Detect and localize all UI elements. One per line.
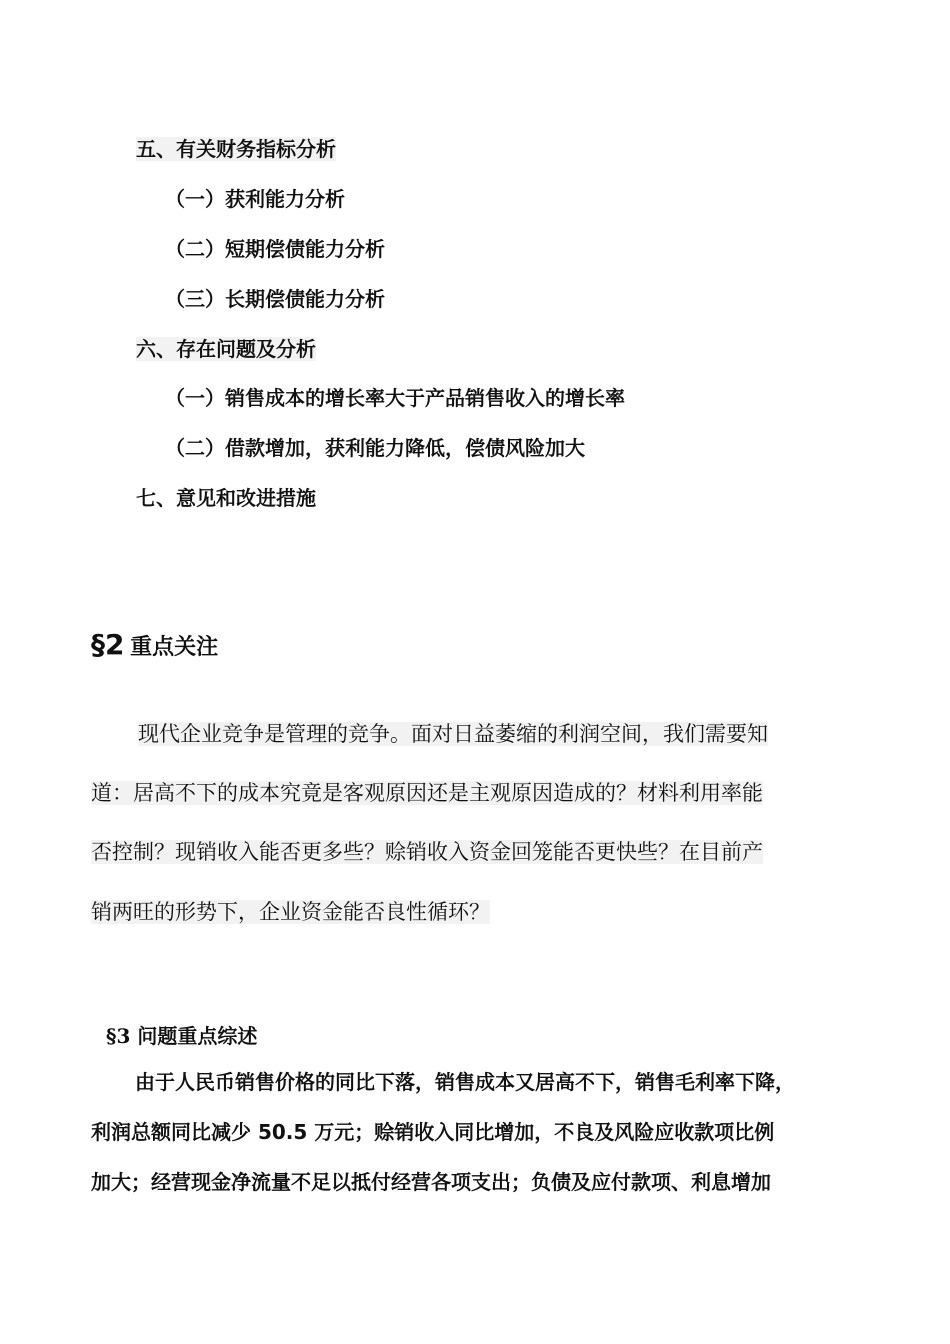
outline-item: （一）销售成本的增长率大于产品销售收入的增长率	[165, 386, 625, 410]
focus-paragraph-line	[138, 720, 768, 748]
section-2-number: §2	[91, 628, 125, 661]
focus-paragraph-line	[91, 779, 763, 807]
outline-item: （一）获利能力分析	[165, 187, 345, 211]
section-3-heading	[106, 1020, 257, 1049]
focus-paragraph-line	[91, 898, 490, 926]
focus-line-text: 道：居高不下的成本究竟是客观原因还是主观原因造成的？材料利用率能	[91, 781, 763, 805]
section-3-title: 问题重点综述	[137, 1024, 258, 1048]
summary-paragraph-line: 由于人民币销售价格的同比下落，销售成本又居高不下，销售毛利率下降，	[135, 1070, 795, 1094]
outline-heading-6-text: 六、存在问题及分析	[136, 337, 316, 361]
focus-paragraph-line	[91, 838, 763, 866]
section-3-number: §3	[106, 1024, 131, 1048]
outline-item: （二）借款增加，获利能力降低，偿债风险加大	[165, 436, 585, 460]
outline-heading-5-text: 五、有关财务指标分析	[136, 137, 336, 161]
focus-line-text: 销两旺的形势下，企业资金能否良性循环？	[91, 900, 490, 924]
section-2-title: 重点关注	[130, 635, 219, 660]
outline-item: （三）长期偿债能力分析	[165, 287, 385, 311]
outline-heading-6	[136, 335, 316, 363]
summary-paragraph-line: 加大；经营现金净流量不足以抵付经营各项支出；负债及应付款项、利息增加	[91, 1170, 771, 1194]
focus-line-text: 否控制？现销收入能否更多些？赊销收入资金回笼能否更快些？在目前产	[91, 840, 763, 864]
outline-heading-5	[136, 135, 336, 163]
summary-paragraph-line: 利润总额同比减少 50.5 万元；赊销收入同比增加，不良及风险应收款项比例	[91, 1120, 775, 1144]
focus-line-text: 现代企业竞争是管理的竞争。面对日益萎缩的利润空间，我们需要知	[138, 722, 768, 746]
outline-item: （二）短期偿债能力分析	[165, 237, 385, 261]
outline-heading-7: 七、意见和改进措施	[136, 486, 316, 510]
section-2-heading	[91, 628, 218, 661]
